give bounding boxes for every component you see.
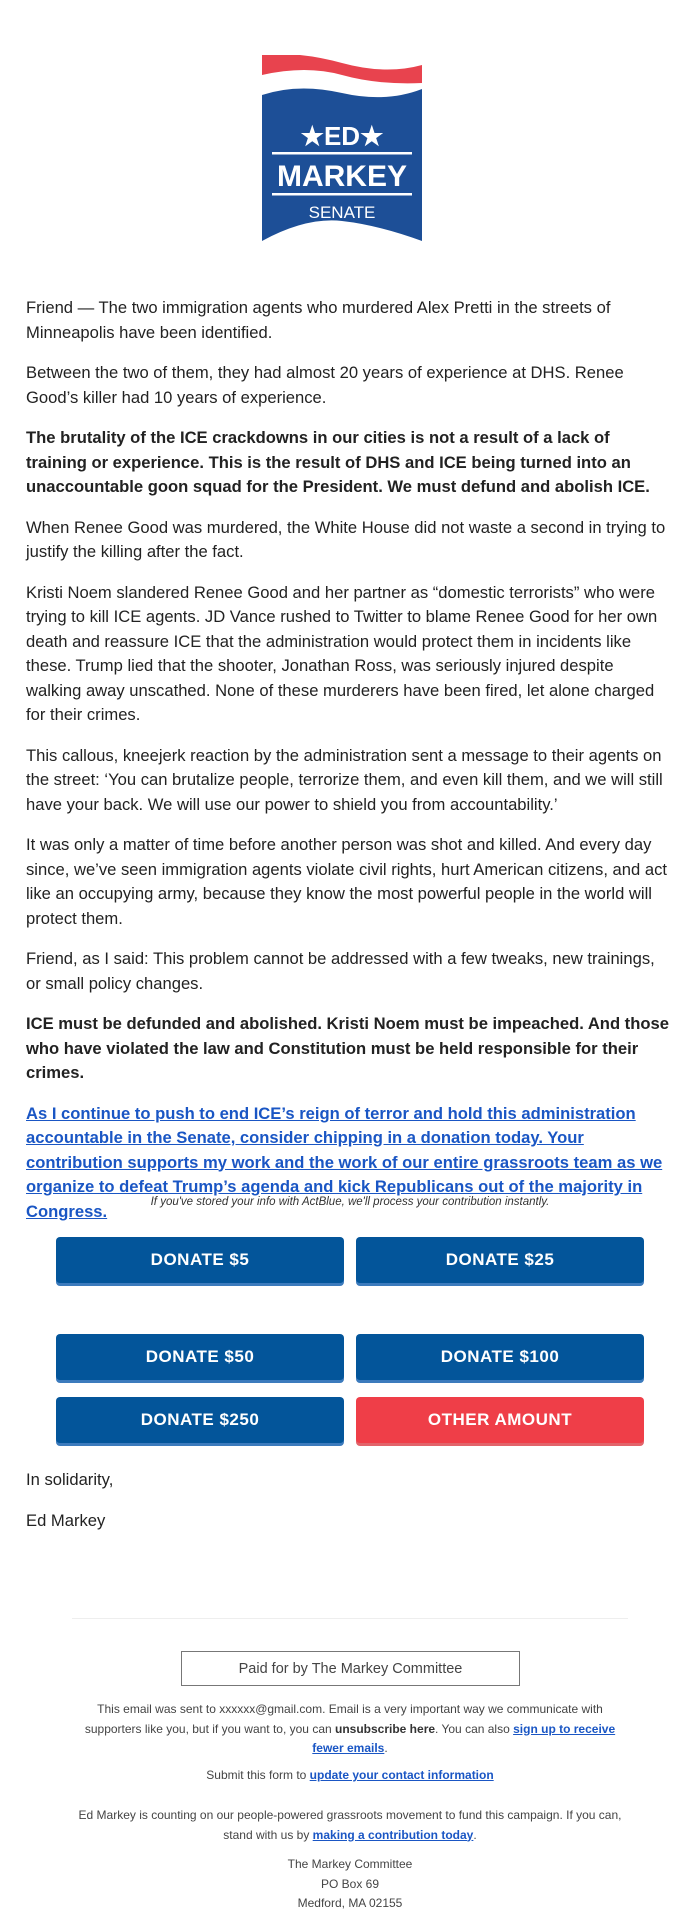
paragraph: Friend, as I said: This problem cannot be addressed with a few tweaks, new trainings, or small policy changes. <box>26 949 655 993</box>
footer-contribution-notice: Ed Markey is counting on our people-powered grassroots movement to fund this campaign. If you can, stand with us by making a contribution today. <box>78 1808 622 1842</box>
svg-text:MARKEY: MARKEY <box>276 160 408 193</box>
paragraph: Between the two of them, they had almost 20 years of experience at DHS. Renee Good’s killer had 10 years of experience. <box>26 363 624 407</box>
paragraph: This callous, kneejerk reaction by the administration sent a message to their agents on the street: ‘You can brutalize people, terrorize them, and even kill them, and we will still have your back. We will use our power to shield you from accountability.’ <box>26 745 663 814</box>
paragraph-bold: The brutality of the ICE crackdowns in our cities is not a result of a lack of training or experience. This is the result of DHS and ICE being turned into an unaccountable goon squad for the President. We must defund and abolish ICE. <box>26 428 650 496</box>
paragraph: When Renee Good was murdered, the White House did not waste a second in trying to justify the killing after the fact. <box>26 517 666 561</box>
address-line: The Markey Committee <box>287 1857 413 1871</box>
footer-address <box>70 1855 630 1914</box>
paragraph: Kristi Noem slandered Renee Good and her partner as “domestic terrorists” who were trying to kill ICE agents. JD Vance rushed to Twitter to blame Renee Good for her own death and reassure ICE that the administration would protect them in incidents like these. Trump lied that the shooter, Jonathan Ross, was seriously injured despite walking away unscathed. None of these murderers have been fired, let alone charged for their crimes. <box>26 582 658 724</box>
svg-text:★ED★: ★ED★ <box>300 121 384 151</box>
paid-for-disclaimer: Paid for by The Markey Committee <box>181 1651 520 1686</box>
address-line: PO Box 69 <box>320 1876 380 1891</box>
paragraph: Friend — The two immigration agents who murdered Alex Pretti in the streets of Minneapolis have been identified. <box>26 298 611 342</box>
footer-email-notice: This email was sent to xxxxxx@gmail.com. Email is a very important way we communicate with supporters like you, but if you want to, you can unsubscribe here. You can also sign up to receive fewer emails. <box>84 1702 616 1755</box>
unsubscribe-link[interactable]: unsubscribe here <box>335 1721 436 1736</box>
divider <box>72 1618 628 1619</box>
other-amount-button[interactable]: OTHER AMOUNT <box>356 1397 644 1443</box>
fewer-emails-link[interactable]: sign up to receive fewer emails <box>312 1721 616 1755</box>
update-contact-link[interactable]: update your contact information <box>309 1768 494 1782</box>
address-line: Medford, MA 02155 <box>297 1896 403 1910</box>
donate-5-button[interactable]: DONATE $5 <box>56 1237 344 1283</box>
donation-cta-link[interactable]: As I continue to push to end ICE’s reign of terror and hold this administration accountable in the Senate, consider chipping in a donation today. Your contribution supports my work and the work of our entire grassroots team as we organize to defeat Trump’s agenda and kick Republicans out of the majority in Congress. <box>26 1103 663 1221</box>
footer-update-notice: Submit this form to update your contact information <box>206 1768 494 1782</box>
donate-25-button[interactable]: DONATE $25 <box>356 1237 644 1283</box>
actblue-note: If you've stored your info with ActBlue, we'll process your contribution instantly. <box>150 1196 550 1208</box>
donate-250-button[interactable]: DONATE $250 <box>56 1397 344 1443</box>
closing: In solidarity, <box>26 1470 114 1489</box>
paragraph: It was only a matter of time before another person was shot and killed. And every day since, we’ve seen immigration agents violate civil rights, hurt American citizens, and act like an occupying army, because they know the most powerful people in the world will protect them. <box>26 835 667 928</box>
paragraph-bold: ICE must be defunded and abolished. Kristi Noem must be impeached. And those who have violated the law and Constitution must be held responsible for their crimes. <box>26 1014 669 1082</box>
ed-markey-senate-logo <box>258 55 426 241</box>
email-body <box>26 296 670 1240</box>
donate-100-button[interactable]: DONATE $100 <box>356 1334 644 1380</box>
donate-50-button[interactable]: DONATE $50 <box>56 1334 344 1380</box>
svg-text:SENATE: SENATE <box>308 203 376 222</box>
make-contribution-link[interactable]: making a contribution today <box>312 1827 474 1842</box>
signature-name: Ed Markey <box>26 1511 106 1530</box>
